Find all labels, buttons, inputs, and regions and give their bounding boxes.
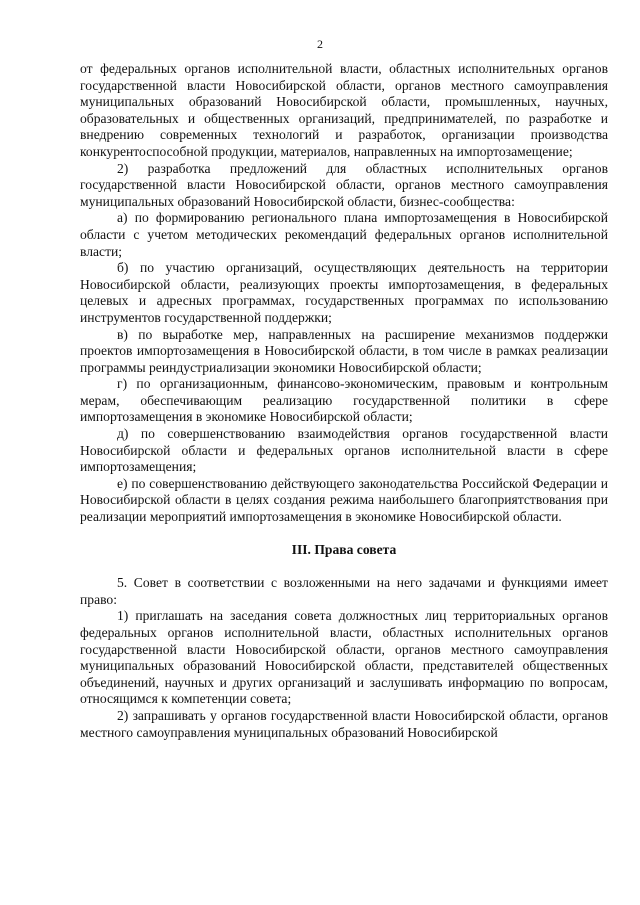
- paragraph: 2) запрашивать у органов государственной власти Новосибирской области, органов местного самоуправления муниципальных образований Новосибирской: [80, 707, 608, 740]
- section-heading: III. Права совета: [291, 541, 397, 557]
- paragraph: 5. Совет в соответствии с возложенными на него задачами и функциями имеет право:: [80, 575, 608, 607]
- paragraph: б) по участию организаций, осуществляющих деятельность на территории Новосибирской области, реализующих проекты импортозамещения, в федеральных целевых и адресных программах, государственных программах по использованию инструментов государственной поддержки;: [80, 260, 608, 325]
- paragraph: 2) разработка предложений для областных исполнительных органов государственной власти Новосибирской области, органов местного самоуправления муниципальных образований Новосибирской области, бизнес-сообщества:: [80, 160, 608, 209]
- paragraph: г) по организационным, финансово-экономическим, правовым и контрольным мерам, обеспечивающим реализацию государственной политики в сфере импортозамещения в экономике Новосибирской области;: [80, 376, 608, 425]
- paragraph: а) по формированию регионального плана импортозамещения в Новосибирской области с учетом методических рекомендаций федеральных органов исполнительной власти;: [80, 210, 608, 259]
- paragraph: в) по выработке мер, направленных на расширение механизмов поддержки проектов импортозамещения в Новосибирской области, в том числе в рамках реализации программы реиндустриализации экономики Новосибирской области;: [80, 326, 608, 375]
- page-number: 2: [317, 37, 323, 51]
- paragraph: от федеральных органов исполнительной власти, областных исполнительных органов государственной власти Новосибирской области, органов местного самоуправления муниципальных образований Новосибирской области, промышленных, научных, образовательных и общественных организаций, предпринимателей, по разработке и внедрению современных технологий и разработок, организации производства конкурентоспособной продукции, материалов, направленных на импортозамещение;: [80, 61, 608, 159]
- paragraph: д) по совершенствованию взаимодействия органов государственной власти Новосибирской области и федеральных органов исполнительной власти в сфере импортозамещения;: [80, 426, 608, 475]
- paragraph: е) по совершенствованию действующего законодательства Российской Федерации и Новосибирской области в целях создания режима наибольшего благоприятствования при реализации мероприятий импортозамещения в экономике Новосибирской области.: [80, 475, 608, 525]
- document-body: [80, 61, 608, 741]
- paragraph: 1) приглашать на заседания совета должностных лиц территориальных органов федеральных органов исполнительной власти, областных исполнительных органов государственной власти Новосибирской области, органов местного самоуправления муниципальных образований Новосибирской области, представителей общественных объединений, научных и других организаций и заслушивать информацию по вопросам, относящимся к компетенции совета;: [80, 608, 608, 707]
